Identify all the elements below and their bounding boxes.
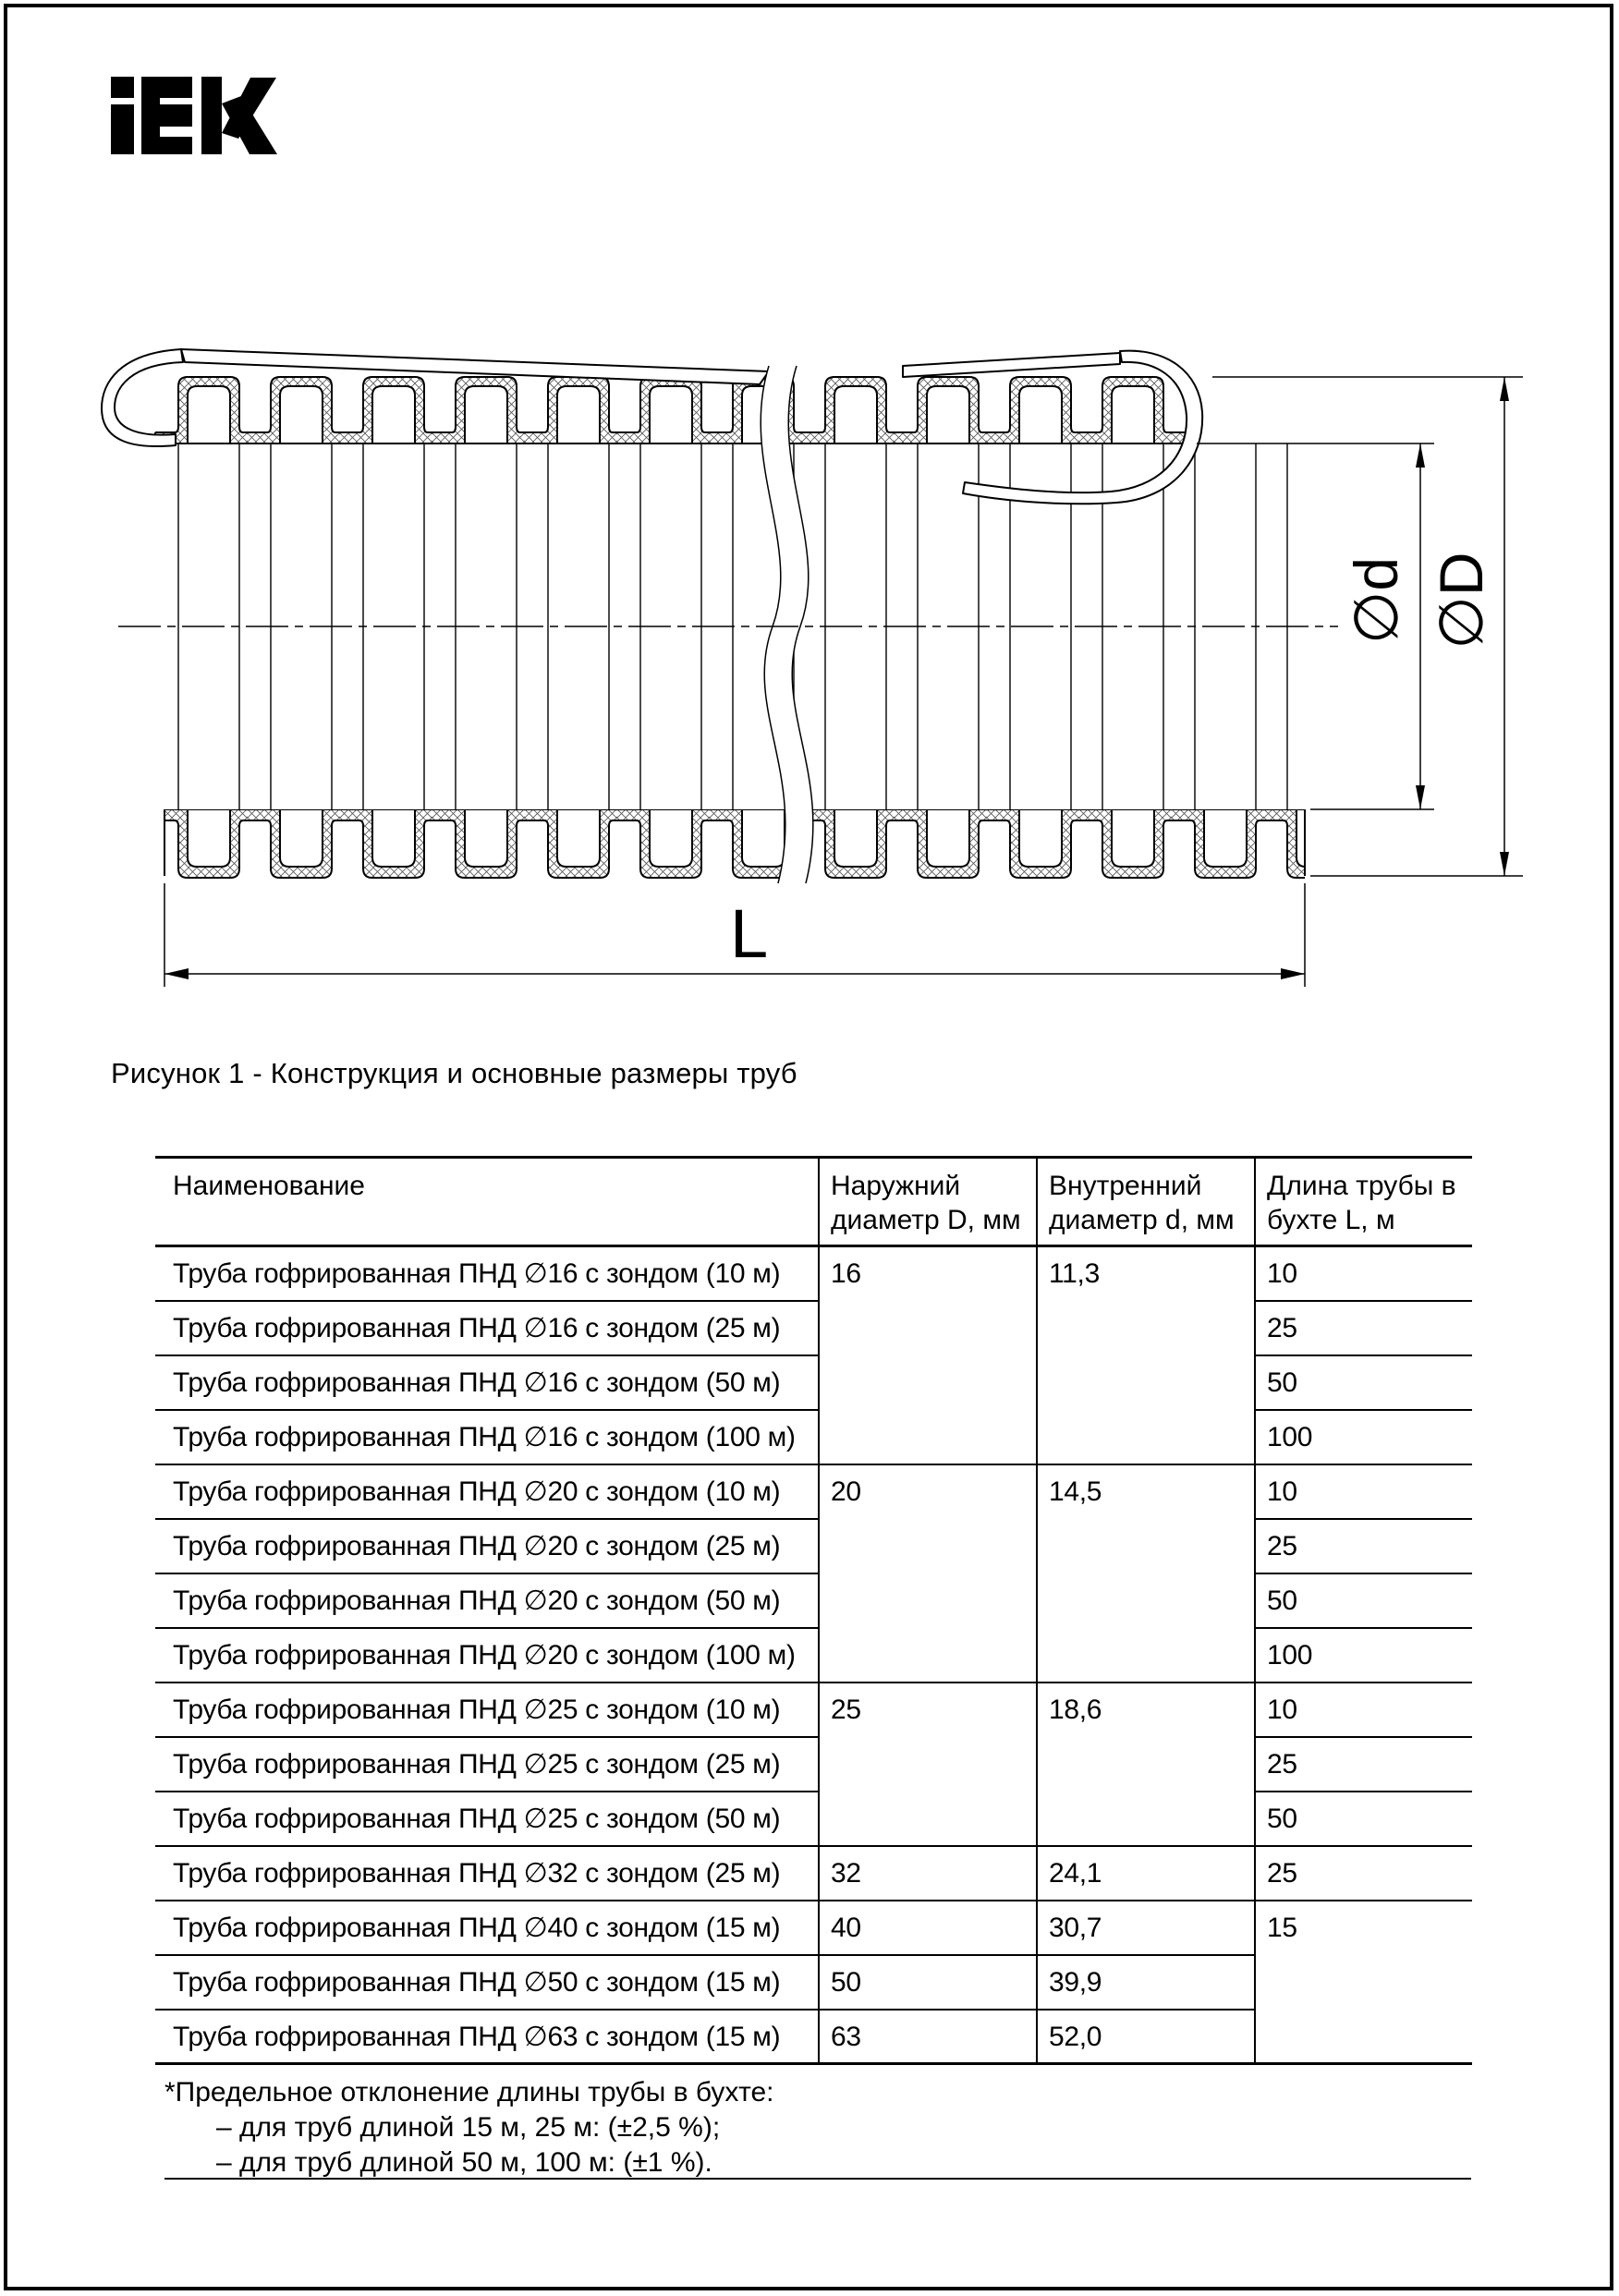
footnote-rule (164, 2178, 1471, 2180)
footnote-line-2: – для труб длиной 15 м, 25 м: (±2,5 %); (216, 2112, 721, 2143)
cell-name: Труба гофрированная ПНД ∅16 с зондом (25 м) (155, 1301, 819, 1355)
footnote (164, 2075, 774, 2181)
cell-outer: 32 (819, 1846, 1037, 1901)
cell-inner: 24,1 (1037, 1846, 1255, 1901)
cell-name: Труба гофрированная ПНД ∅20 с зондом (50 м) (155, 1573, 819, 1628)
cell-name: Труба гофрированная ПНД ∅32 с зондом (25 м) (155, 1846, 819, 1901)
cell-outer: 25 (819, 1683, 1037, 1846)
cell-inner: 30,7 (1037, 1901, 1255, 1955)
cell-name: Труба гофрированная ПНД ∅20 с зондом (10 м) (155, 1464, 819, 1519)
table-row (155, 1573, 1472, 1628)
cell-length: 25 (1255, 1519, 1472, 1573)
cell-length: 100 (1255, 1410, 1472, 1464)
cell-inner: 11,3 (1037, 1246, 1255, 1464)
table-header-row (155, 1158, 1472, 1246)
cell-outer: 63 (819, 2010, 1037, 2064)
cell-name: Труба гофрированная ПНД ∅50 с зондом (15 м) (155, 1955, 819, 2010)
cell-length: 25 (1255, 1737, 1472, 1792)
cell-length: 50 (1255, 1573, 1472, 1628)
cell-length: 25 (1255, 1846, 1472, 1901)
cell-outer: 20 (819, 1464, 1037, 1683)
table-row (155, 1846, 1472, 1901)
cell-length: 100 (1255, 1628, 1472, 1683)
cell-length: 15 (1255, 1901, 1472, 2064)
cell-inner: 39,9 (1037, 1955, 1255, 2010)
table-row (155, 1464, 1472, 1519)
cell-inner: 14,5 (1037, 1464, 1255, 1683)
header-inner-diameter: Внутренний диаметр d, мм (1037, 1158, 1255, 1246)
header-coil-length: Длина трубы в бухте L, м (1255, 1158, 1472, 1246)
header-outer-diameter: Наружний диаметр D, мм (819, 1158, 1037, 1246)
cell-name: Труба гофрированная ПНД ∅63 с зондом (15 м) (155, 2010, 819, 2064)
cell-name: Труба гофрированная ПНД ∅25 с зондом (10 м) (155, 1683, 819, 1737)
cell-name: Труба гофрированная ПНД ∅16 с зондом (10 м) (155, 1246, 819, 1301)
length-label: L (730, 895, 769, 972)
inner-diameter-label: ∅d (1342, 556, 1410, 645)
table-row (155, 1410, 1472, 1464)
outer-diameter-label: ∅D (1427, 552, 1495, 650)
table-row (155, 1792, 1472, 1846)
cell-name: Труба гофрированная ПНД ∅25 с зондом (50 м) (155, 1792, 819, 1846)
table-row (155, 1901, 1472, 1955)
footnote-line-1: *Предельное отклонение длины трубы в бухте: (164, 2077, 774, 2108)
cell-outer: 16 (819, 1246, 1037, 1464)
table-row (155, 1519, 1472, 1573)
cell-name: Труба гофрированная ПНД ∅25 с зондом (25 м) (155, 1737, 819, 1792)
table-row (155, 1301, 1472, 1355)
cell-length: 10 (1255, 1683, 1472, 1737)
table-row (155, 1737, 1472, 1792)
cell-name: Труба гофрированная ПНД ∅16 с зондом (50 м) (155, 1355, 819, 1410)
cell-length: 25 (1255, 1301, 1472, 1355)
cell-length: 50 (1255, 1792, 1472, 1846)
cell-inner: 52,0 (1037, 2010, 1255, 2064)
figure-caption: Рисунок 1 - Конструкция и основные размеры труб (111, 1057, 797, 1089)
footnote-line-3: – для труб длиной 50 м, 100 м: (±1 %). (216, 2147, 712, 2178)
table-row (155, 1246, 1472, 1301)
cell-name: Труба гофрированная ПНД ∅40 с зондом (15 м) (155, 1901, 819, 1955)
cell-length: 10 (1255, 1464, 1472, 1519)
header-name: Наименование (155, 1158, 819, 1246)
cell-outer: 50 (819, 1955, 1037, 2010)
table-row (155, 1355, 1472, 1410)
table-row (155, 1628, 1472, 1683)
cell-name: Труба гофрированная ПНД ∅16 с зондом (100 м) (155, 1410, 819, 1464)
pipe-spec-table (155, 1156, 1472, 2065)
cell-inner: 18,6 (1037, 1683, 1255, 1846)
cell-name: Труба гофрированная ПНД ∅20 с зондом (25 м) (155, 1519, 819, 1573)
cell-length: 50 (1255, 1355, 1472, 1410)
pipe-corrugated-body (155, 375, 1305, 880)
pipe-construction-figure (0, 0, 1619, 1146)
cell-name: Труба гофрированная ПНД ∅20 с зондом (100 м) (155, 1628, 819, 1683)
cell-outer: 40 (819, 1901, 1037, 1955)
table-row (155, 1683, 1472, 1737)
cell-length: 10 (1255, 1246, 1472, 1301)
